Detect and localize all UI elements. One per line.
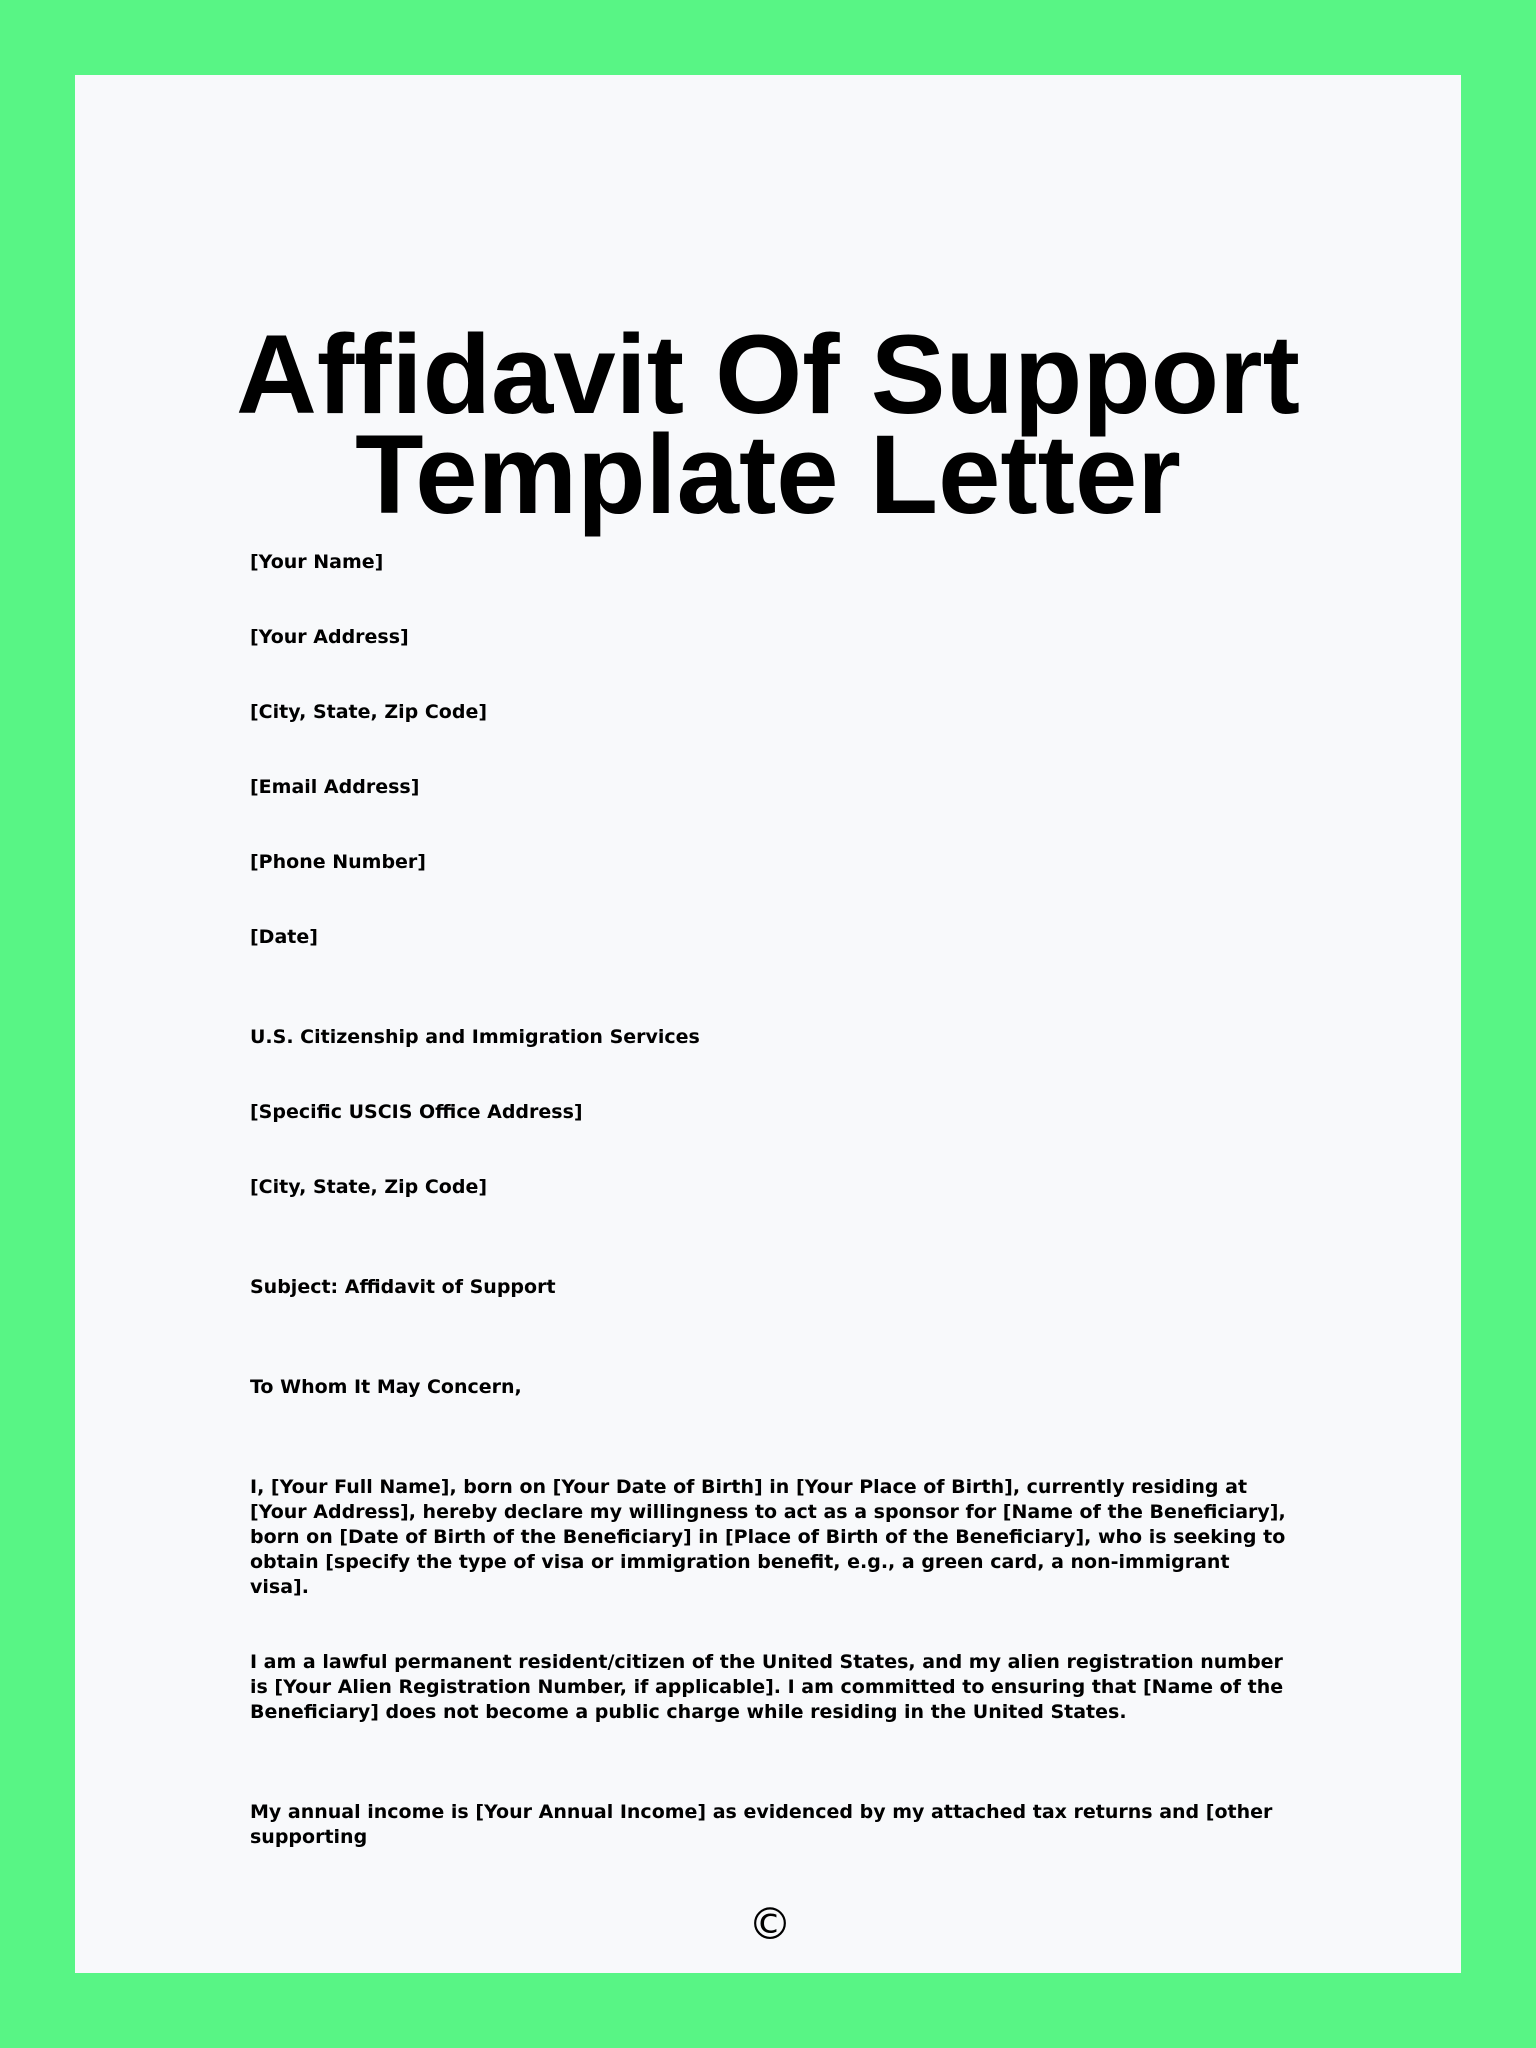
recipient-office-address: [Specific USCIS Office Address] xyxy=(250,1101,583,1123)
body-paragraph-2: I am a lawful permanent resident/citizen of the United States, and my alien registration number is [Your Alien Registration Number, if applicable]. I am committed to ensuring that [Name of the Beneficiary] does not become a public charge while residing in the United States. xyxy=(250,1651,1284,1723)
letter-page xyxy=(75,75,1461,1973)
letter-date: [Date] xyxy=(250,926,318,948)
sender-email: [Email Address] xyxy=(250,776,420,798)
copyright-icon: © xyxy=(748,1899,792,1950)
title-line-2: Template Letter xyxy=(355,412,1181,537)
body-paragraph-3: My annual income is [Your Annual Income] as evidenced by my attached tax returns and [other supporting xyxy=(250,1801,1273,1848)
sender-name: [Your Name] xyxy=(250,551,384,573)
salutation: To Whom It May Concern, xyxy=(250,1376,522,1398)
recipient-city-state-zip: [City, State, Zip Code] xyxy=(250,1176,488,1198)
page-title xyxy=(75,312,1461,537)
recipient-agency: U.S. Citizenship and Immigration Services xyxy=(250,1026,700,1048)
body-paragraph-1: I, [Your Full Name], born on [Your Date of Birth] in [Your Place of Birth], currently residing at [Your Address], hereby declare my willingness to act as a sponsor for [Name of the Beneficiary], born on [Date of Birth of the Beneficiary] in [Place of Birth of the Beneficiary], who is seeking to obtain [specify the type of visa or immigration benefit, e.g., a green card, a non-immigrant visa]. xyxy=(250,1476,1286,1598)
sender-city-state-zip: [City, State, Zip Code] xyxy=(250,701,488,723)
sender-address: [Your Address] xyxy=(250,626,409,648)
subject-line: Subject: Affidavit of Support xyxy=(250,1276,556,1298)
title-line-1: Affidavit Of Support xyxy=(236,312,1300,437)
sender-phone: [Phone Number] xyxy=(250,851,426,873)
